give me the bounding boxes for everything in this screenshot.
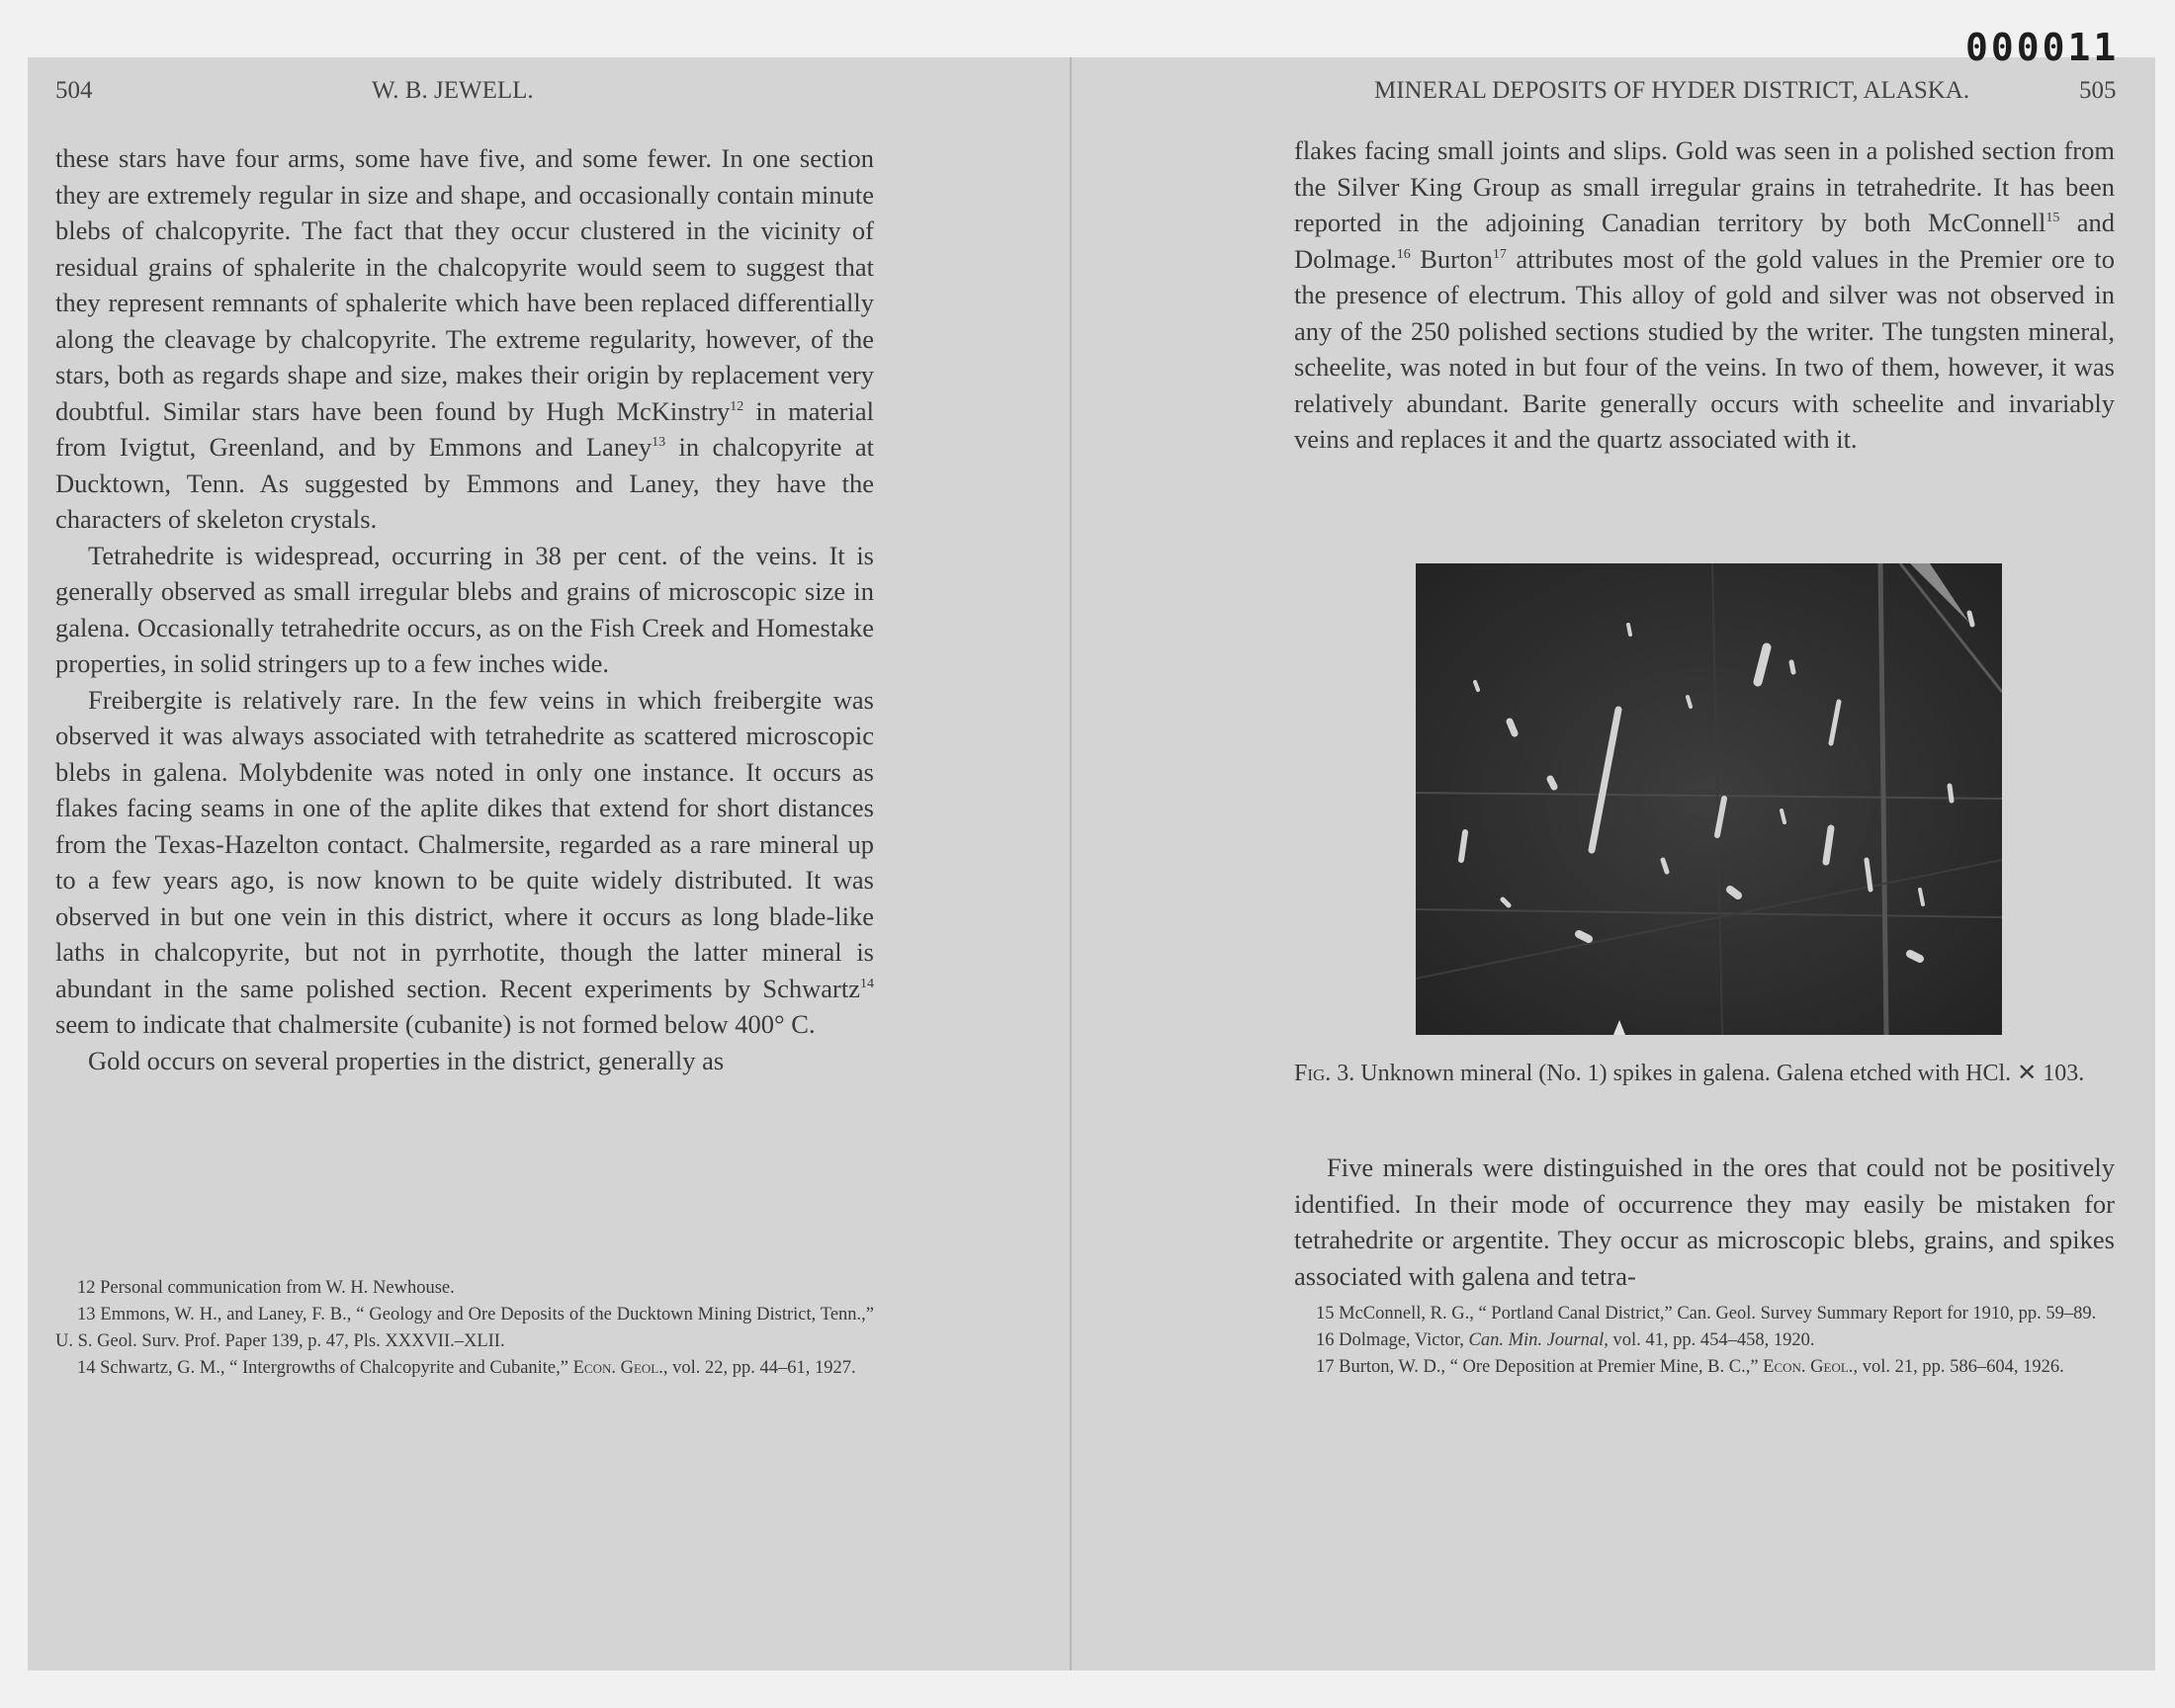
paragraph: Freibergite is relatively rare. In the few veins in which freibergite was observed it was always associated with tetrahedrite as scattered microscopic blebs in galena. Molybdenite was noted in only one instance. It occurs as flakes facing seams in one of the aplite dikes that extend for short distances from the Texas-Hazelton contact. Chalmersite, regarded as a rare mineral up to a few years ago, is now known to be quite widely distributed. It was observed in but one vein in this district, where it occurs as long blade-like laths in chalcopyrite, but not in pyrrhotite, though the latter mineral is abundant in the same polished section. Recent experiments by Schwartz$^{14}$ seem to indicate that chalmersite (cubanite) is not formed below 400° C. [55,684,874,1039]
footnote-ref: 17 [1492,246,1507,262]
left-footnotes [55,1275,874,1382]
right-page-number: 505 [2079,77,2117,104]
footnote-ref: 16 [1396,246,1411,262]
paragraph: flakes facing small joints and slips. Gold was seen in a polished section from the Silver King Group as small irregular grains in tetrahedrite. It has been reported in the adjoining Canadian territory by both McConnell$^{15}$ and Dolmage.$^{16}$ Burton$^{17}$ attributes most of the gold values in the Premier ore to the presence of electrum. This alloy of gold and silver was not observed in any of the 250 polished sections studied by the writer. The tungsten mineral, scheelite, was noted in but four of the veins. In two of them, however, it was relatively abundant. Barite generally occurs with scheelite and invariably veins and replaces it and the quartz associated with it. [1294,135,2115,454]
footnote: 16 Dolmage, Victor, Can. Min. Journal, vol. 41, pp. 454–458, 1920. [1316,1330,1815,1350]
archive-stamp: 000011 [1965,26,2120,69]
footnote-ref: 15 [2045,211,2060,226]
paragraph: Tetrahedrite is widespread, occurring in 38 per cent. of the veins. It is generally observed as small irregular blebs and grains of microscopic size in galena. Occasionally tetrahedrite occurs, as on the Fish Creek and Homestake properties, in solid stringers up to a few inches wide. [55,540,874,678]
right-page-body [1294,132,2115,458]
micrograph-figure [1416,563,2002,1035]
book-gutter [1070,57,1072,1670]
right-page-body-lower [1294,1150,2115,1294]
footnote: 15 McConnell, R. G., “ Portland Canal District,” Can. Geol. Survey Summary Report for 1910, pp. 59–89. [1316,1304,2097,1324]
footnote: 13 Emmons, W. H., and Laney, F. B., “ Geology and Ore Deposits of the Ducktown Mining District, Tenn.,” U. S. Geol. Surv. Prof. Paper 139, p. 47, Pls. XXXVII.–XLII. [55,1305,875,1351]
footnote: 12 Personal communication from W. H. Newhouse. [77,1278,455,1298]
left-page-number: 504 [55,77,93,104]
left-running-head: W. B. JEWELL. [372,77,534,104]
footnote-ref: 14 [860,976,874,991]
right-footnotes [1294,1301,2115,1381]
paragraph: Five minerals were distinguished in the ores that could not be positively identified. In their mode of occurrence they may easily be mistaken for tetrahedrite or argentite. They occur as microscopic blebs, grains, and spikes associated with galena and tetra- [1294,1153,2115,1291]
paragraph: Gold occurs on several properties in the district, generally as [88,1045,725,1075]
footnote-ref: 12 [730,398,744,414]
paragraph: these stars have four arms, some have five, and some fewer. In one section they are extremely regular in size and shape, and occasionally contain minute blebs of chalcopyrite. The fact that they occur clustered in the vicinity of residual grains of sphalerite in the chalcopyrite would seem to suggest that they represent remnants of sphalerite which have been replaced differentially along the cleavage by chalcopyrite. The extreme regularity, however, of the stars, both as regards shape and size, makes their origin by replacement very doubtful. Similar stars have been found by Hugh McKinstry$^{12}$ in material from Ivigtut, Greenland, and by Emmons and Laney$^{13}$ in chalcopyrite at Ducktown, Tenn. As suggested by Emmons and Laney, they have the characters of skeleton crystals. [55,143,874,534]
galena-spikes-photo [1416,563,2002,1035]
figure-caption: Fig. 3. Unknown mineral (No. 1) spikes in galena. Galena etched with HCl. ✕ 103. [1294,1061,2085,1086]
footnote: 17 Burton, W. D., “ Ore Deposition at Premier Mine, B. C.,” Econ. Geol., vol. 21, pp. 586–604, 1926. [1316,1357,2064,1377]
footnote: 14 Schwartz, G. M., “ Intergrowths of Chalcopyrite and Cubanite,” Econ. Geol., vol. 22, pp. 44–61, 1927. [77,1358,856,1378]
footnote-ref: 13 [652,435,666,451]
left-page-body [55,140,874,1078]
right-running-head: MINERAL DEPOSITS OF HYDER DISTRICT, ALASKA. [1374,77,1970,104]
